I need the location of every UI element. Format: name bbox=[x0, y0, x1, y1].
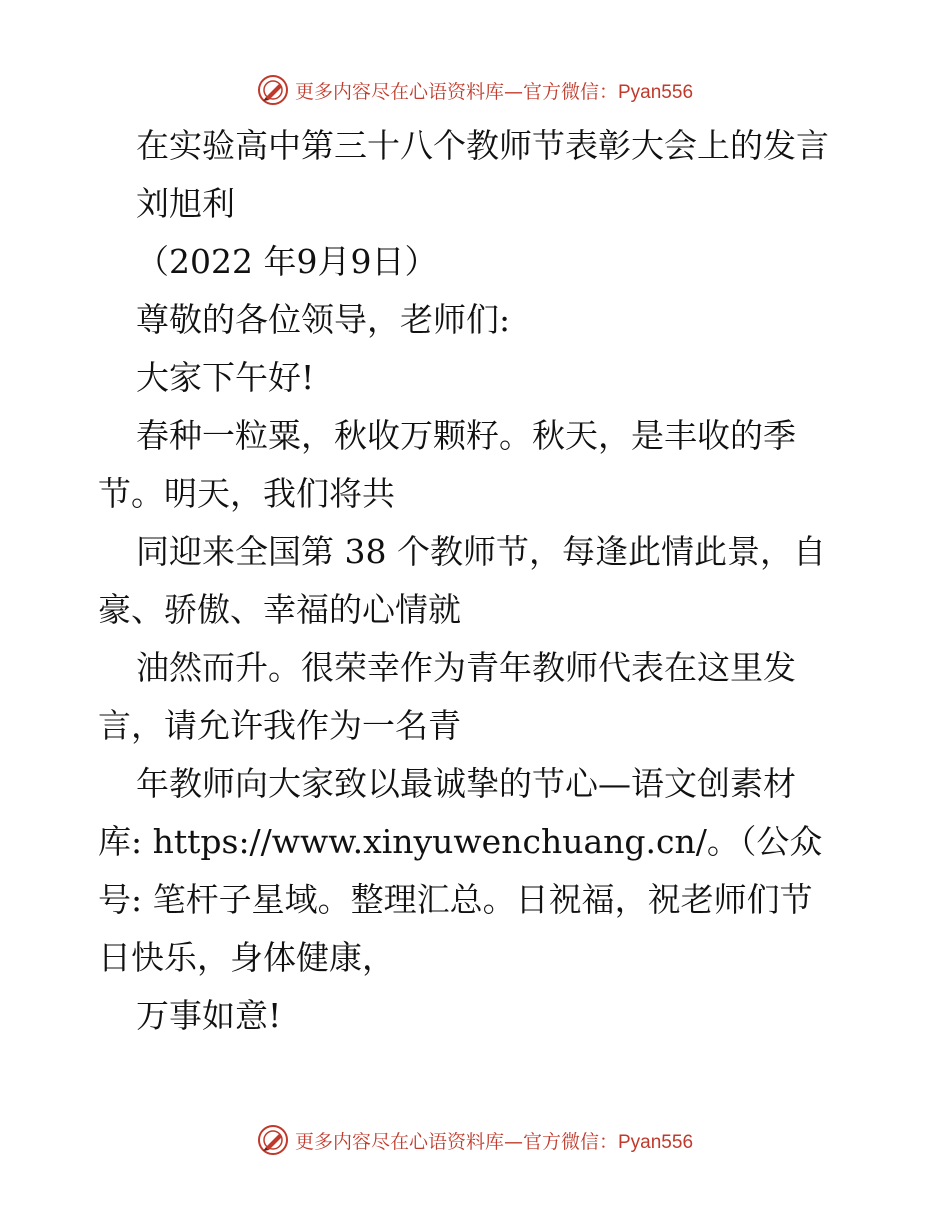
document-body bbox=[98, 117, 858, 1045]
document-line: 豪、骄傲、幸福的心情就 bbox=[98, 590, 461, 629]
document-line: 在实验高中第三十八个教师节表彰大会上的发言 bbox=[136, 126, 829, 165]
document-line: （2022 年9月9日） bbox=[136, 242, 438, 281]
document-line: 春种一粒粟，秋收万颗籽。秋天，是丰收的季 bbox=[136, 416, 796, 455]
document-line: 尊敬的各位领导，老师们: bbox=[136, 300, 511, 339]
document-line: 日快乐，身体健康， bbox=[98, 938, 395, 977]
pen-nib-logo-icon bbox=[257, 1124, 289, 1156]
document-line: 同迎来全国第 38 个教师节，每逢此情此景，自 bbox=[136, 532, 826, 571]
banner-text: 更多内容尽在心语资料库—官方微信： bbox=[294, 80, 618, 103]
banner-wechat-id: Pyan556 bbox=[618, 1131, 694, 1153]
document-line: 号: 笔杆子星域。整理汇总。日祝福，祝老师们节 bbox=[98, 880, 813, 919]
header-watermark-banner bbox=[0, 70, 950, 110]
document-line: 年教师向大家致以最诚挚的节心—语文创素材 bbox=[136, 764, 796, 803]
document-line: 节。明天，我们将共 bbox=[98, 474, 395, 513]
footer-watermark-banner bbox=[0, 1120, 950, 1160]
document-line: 库: https://www.xinyuwenchuang.cn/。（公众 bbox=[98, 822, 823, 861]
document-line: 大家下午好! bbox=[136, 358, 315, 397]
document-line: 言，请允许我作为一名青 bbox=[98, 706, 461, 745]
document-line: 万事如意! bbox=[136, 996, 282, 1035]
document-line: 油然而升。很荣幸作为青年教师代表在这里发 bbox=[136, 648, 796, 687]
pen-nib-logo-icon bbox=[257, 74, 289, 106]
banner-text: 更多内容尽在心语资料库—官方微信： bbox=[294, 1130, 618, 1153]
banner-wechat-id: Pyan556 bbox=[618, 81, 694, 103]
document-line: 刘旭利 bbox=[136, 184, 235, 223]
